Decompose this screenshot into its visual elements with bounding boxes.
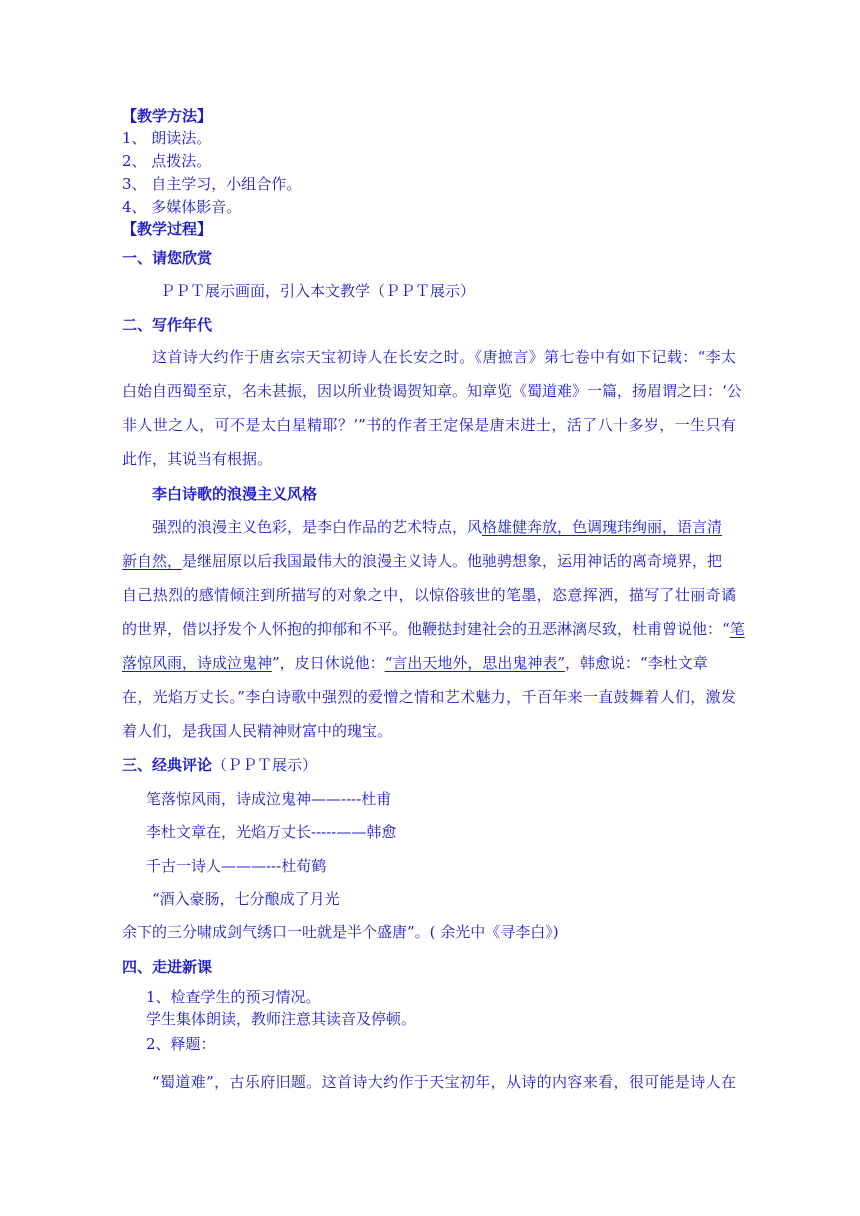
era-paragraph-line: 白始自西蜀至京，名未甚振，因以所业贽谒贺知章。知章览《蜀道难》一篇，扬眉谓之曰：‘公 (122, 382, 742, 400)
style-paragraph-line (122, 653, 736, 673)
section-title-new-lesson: 四、走进新课 (122, 958, 213, 976)
method-item: 1、 朗读法。 (122, 129, 212, 147)
style-text: 的世界，借以抒发个人怀抱的抑郁和不平。他鞭挞封建社会的丑恶淋漓尽致，杜甫曾说他：“ (122, 620, 730, 638)
dufu-quote-underlined: 落惊风雨，诗成泣鬼神 (122, 654, 273, 672)
lesson-line: “蜀道难”，古乐府旧题。这首诗大约作于天宝初年，从诗的内容来看，很可能是诗人在 (152, 1073, 736, 1091)
style-text: 是继屈原以后我国最伟大的浪漫主义诗人。他驰骋想象，运用神话的离奇境界，把 (182, 552, 723, 570)
style-quote-underlined: 格雄健奔放，色调瑰玮绚丽，语言清 (482, 518, 723, 536)
ppt-intro-line: ＰＰＴ展示画面，引入本文教学（ＰＰＴ展示） (160, 282, 476, 300)
comment-line: “酒入豪肠，七分酿成了月光 (152, 890, 340, 908)
comments-title: 三、经典评论 (122, 756, 213, 774)
era-paragraph-line: 此作，其说当有根据。 (122, 450, 273, 468)
comment-line: 余下的三分啸成剑气绣口一吐就是半个盛唐”。( 余光中《寻李白》) (122, 923, 559, 941)
method-item: 2、 点拨法。 (122, 152, 212, 170)
style-paragraph-line (122, 551, 736, 571)
lesson-line: 2、释题： (146, 1035, 216, 1053)
style-quote-underlined: 新自然， (122, 552, 183, 570)
style-text: ”，皮日休说他： (272, 654, 385, 672)
teaching-method-heading: 【教学方法】 (122, 107, 213, 125)
style-paragraph-line: 着人们，是我国人民精神财富中的瑰宝。 (122, 722, 393, 740)
comment-line: 笔落惊风雨，诗成泣鬼神——----杜甫 (146, 790, 392, 808)
style-paragraph-line (152, 517, 736, 537)
lesson-line: 1、检查学生的预习情况。 (146, 988, 321, 1006)
style-paragraph-line: 在，光焰万丈长。”李白诗歌中强烈的爱憎之情和艺术魅力，千百年来一直鼓舞着人们，激发 (122, 688, 736, 706)
pirixiu-quote-underlined: “言出天地外，思出鬼神表” (384, 654, 566, 672)
section-title-era: 二、写作年代 (122, 316, 213, 334)
comment-line: 千古一诗人———---杜荀鹤 (146, 857, 327, 875)
romantic-style-subtitle: 李白诗歌的浪漫主义风格 (152, 485, 318, 503)
section-title-comments (122, 755, 742, 775)
style-quote-underlined: 笔 (729, 620, 745, 638)
style-text: 强烈的浪漫主义色彩，是李白作品的艺术特点，风 (152, 518, 483, 536)
method-item: 4、 多媒体影音。 (122, 198, 242, 216)
comments-title-suffix: （ＰＰＴ展示） (212, 756, 318, 774)
method-item: 3、 自主学习，小组合作。 (122, 175, 302, 193)
era-paragraph-line: 这首诗大约作于唐玄宗天宝初诗人在长安之时。《唐摭言》第七卷中有如下记载：“李太 (152, 348, 736, 366)
style-text: ，韩愈说：“李杜文章 (565, 654, 708, 672)
era-paragraph-line: 非人世之人，可不是太白星精耶？’”书的作者王定保是唐末进士，活了八十多岁，一生只有 (122, 416, 736, 434)
teaching-process-heading: 【教学过程】 (122, 220, 213, 238)
style-paragraph-line (122, 619, 745, 639)
section-title-appreciate: 一、请您欣赏 (122, 249, 213, 267)
style-paragraph-line: 自己热烈的感情倾注到所描写的对象之中，以惊俗骇世的笔墨，恣意挥洒，描写了壮丽奇谲 (122, 586, 736, 604)
lesson-line: 学生集体朗读，教师注意其读音及停顿。 (146, 1010, 417, 1028)
comment-line: 李杜文章在，光焰万丈长-----——韩愈 (146, 823, 397, 841)
